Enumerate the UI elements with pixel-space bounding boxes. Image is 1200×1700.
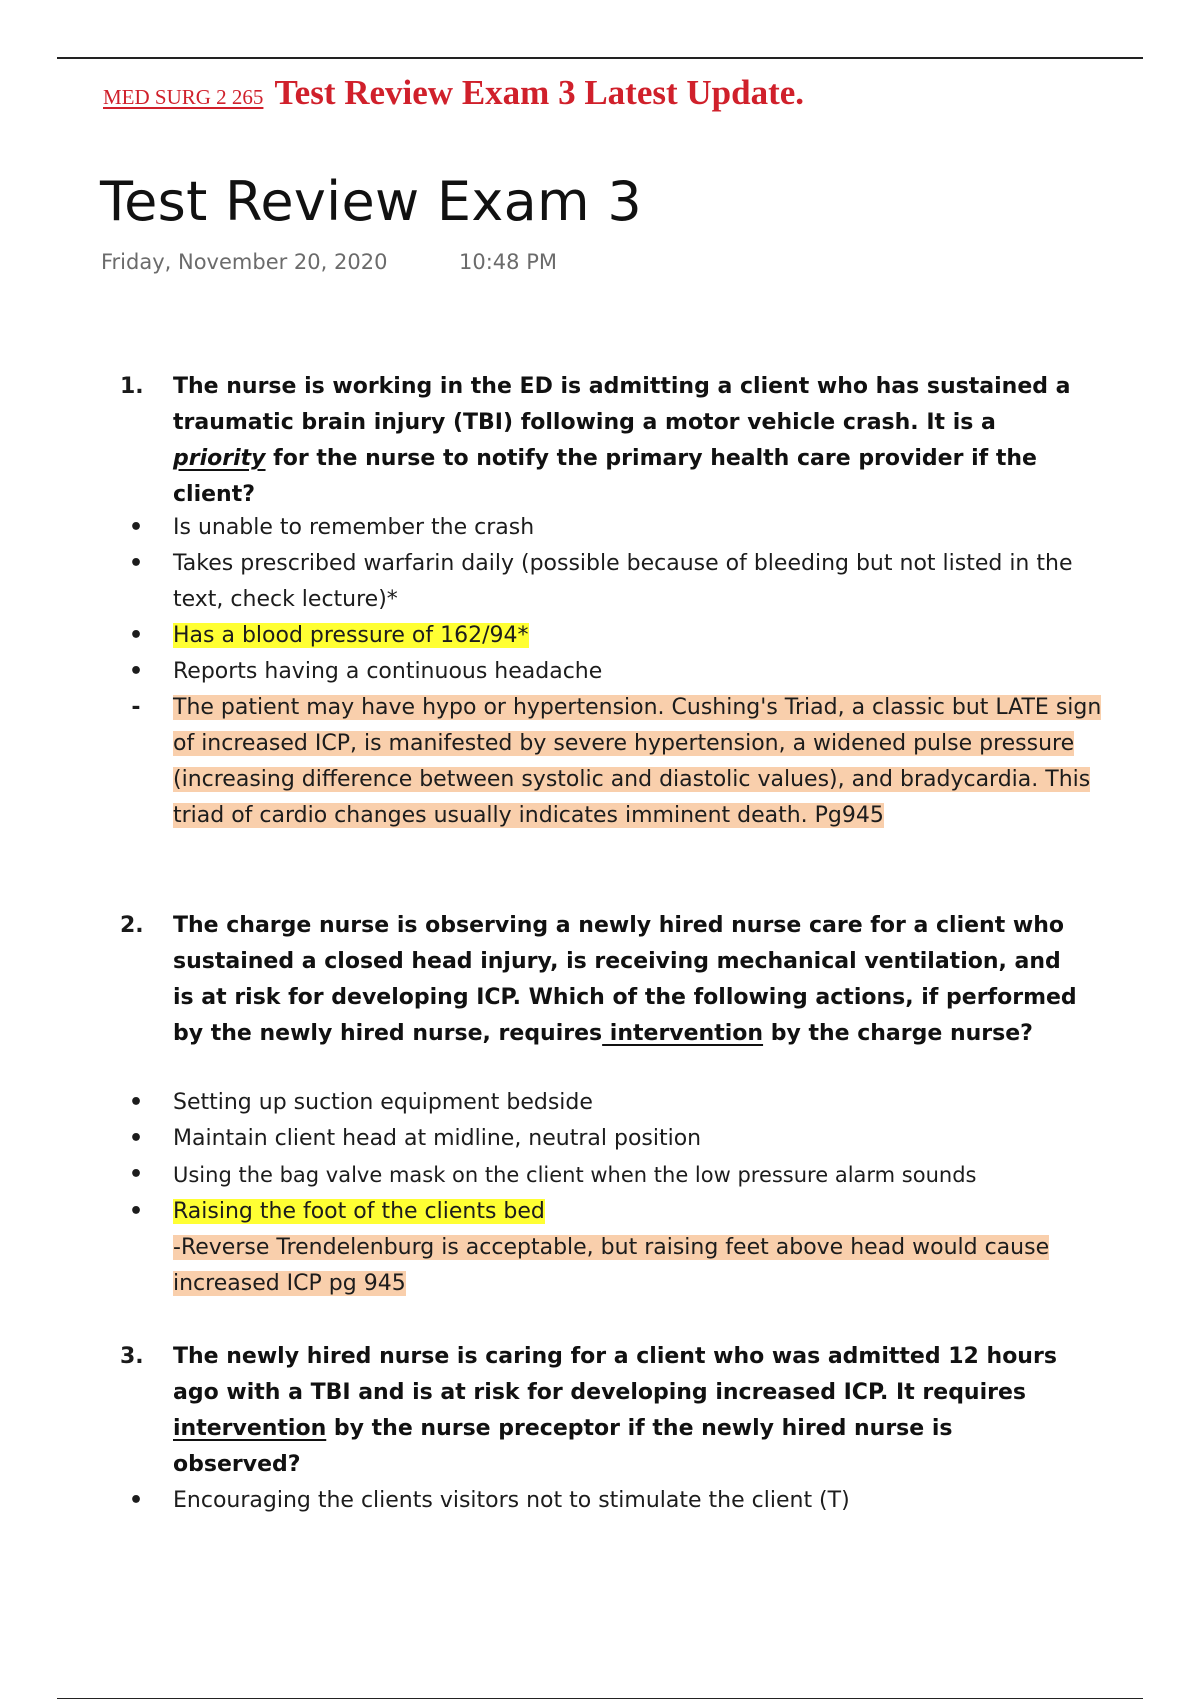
answer-text: Is unable to remember the crash xyxy=(173,515,535,540)
answer-item xyxy=(126,546,1106,618)
answer-text-highlighted: Has a blood pressure of 162/94* xyxy=(173,623,529,648)
question-number: 1. xyxy=(120,374,144,399)
bullet-icon: • xyxy=(128,1126,144,1151)
question-emphasis: priority xyxy=(173,446,266,471)
rationale-text: The patient may have hypo or hypertension. Cushing's Triad, a classic but LATE sign of increased ICP, is manifested by severe hypertension, a widened pulse pressure (increasing difference between systolic and diastolic values), and bradycardia. This triad of cardio changes usually indicates imminent death. Pg945 xyxy=(173,695,1102,828)
question-emphasis: intervention xyxy=(602,1021,764,1046)
question-number: 3. xyxy=(120,1344,144,1369)
bullet-icon: • xyxy=(128,515,144,540)
answer-list-3 xyxy=(126,1483,1106,1519)
question-text xyxy=(173,369,1080,513)
answer-text: Maintain client head at midline, neutral position xyxy=(173,1126,702,1151)
answer-item xyxy=(126,1121,1106,1157)
question-text-part: by the nurse preceptor if the newly hired nurse is observed? xyxy=(173,1416,953,1477)
question-number: 2. xyxy=(120,913,144,938)
question-text-part: for the nurse to notify the primary health care provider if the client? xyxy=(173,446,1037,507)
answer-text: Reports having a continuous headache xyxy=(173,659,603,684)
bullet-icon: • xyxy=(128,1162,144,1187)
answer-item xyxy=(126,1194,1106,1302)
question-text-part: The newly hired nurse is caring for a client who was admitted 12 hours ago with a TBI and is at risk for developing increased ICP. It requires xyxy=(173,1344,1057,1405)
bullet-icon: • xyxy=(128,623,144,648)
question-1 xyxy=(120,369,1080,513)
bullet-icon: • xyxy=(128,659,144,684)
bottom-rule xyxy=(57,1698,1143,1699)
answer-text: Using the bag valve mask on the client when the low pressure alarm sounds xyxy=(173,1163,977,1187)
page-title: Test Review Exam 3 xyxy=(100,170,643,233)
top-rule xyxy=(57,57,1143,59)
question-emphasis: intervention xyxy=(173,1416,327,1441)
rationale-text: -Reverse Trendelenburg is acceptable, but raising feet above head would cause increased ICP pg 945 xyxy=(173,1235,1050,1296)
header-title: Test Review Exam 3 Latest Update. xyxy=(274,73,805,112)
answer-item xyxy=(126,1157,1106,1194)
answer-text: Encouraging the clients visitors not to stimulate the client (T) xyxy=(173,1488,850,1513)
bullet-icon: • xyxy=(128,1488,144,1513)
answer-text: Takes prescribed warfarin daily (possible because of bleeding but not listed in the text, check lecture)* xyxy=(173,551,1073,612)
answer-item xyxy=(126,618,1106,654)
rationale-item xyxy=(126,690,1106,834)
question-text xyxy=(173,908,1080,1052)
page-date: Friday, November 20, 2020 xyxy=(101,250,388,274)
course-code-link[interactable]: MED SURG 2 265 xyxy=(103,85,264,109)
answer-text-highlighted: Raising the foot of the clients bed xyxy=(173,1199,545,1224)
question-2 xyxy=(120,908,1080,1052)
page-time: 10:48 PM xyxy=(459,250,557,274)
bullet-icon: • xyxy=(128,1199,144,1224)
question-text-part: The nurse is working in the ED is admitting a client who has sustained a traumatic brain injury (TBI) following a motor vehicle crash. It is a xyxy=(173,374,1071,435)
answer-item xyxy=(126,654,1106,690)
answer-item xyxy=(126,1483,1106,1519)
dash-icon: - xyxy=(131,695,141,720)
bullet-icon: • xyxy=(128,1090,144,1115)
question-3 xyxy=(120,1339,1080,1483)
answer-text: Setting up suction equipment bedside xyxy=(173,1090,593,1115)
answer-list-1 xyxy=(126,510,1106,834)
question-text-part: by the charge nurse? xyxy=(763,1021,1033,1046)
answer-item xyxy=(126,510,1106,546)
document-header xyxy=(103,73,804,113)
question-text xyxy=(173,1339,1080,1483)
bullet-icon: • xyxy=(128,551,144,576)
answer-item xyxy=(126,1085,1106,1121)
question-text-part: The charge nurse is observing a newly hired nurse care for a client who sustained a closed head injury, is receiving mechanical ventilation, and is at risk for developing ICP. Which of the following actions, if performed by the newly hired nurse, requires xyxy=(173,913,1077,1046)
answer-list-2 xyxy=(126,1085,1106,1302)
